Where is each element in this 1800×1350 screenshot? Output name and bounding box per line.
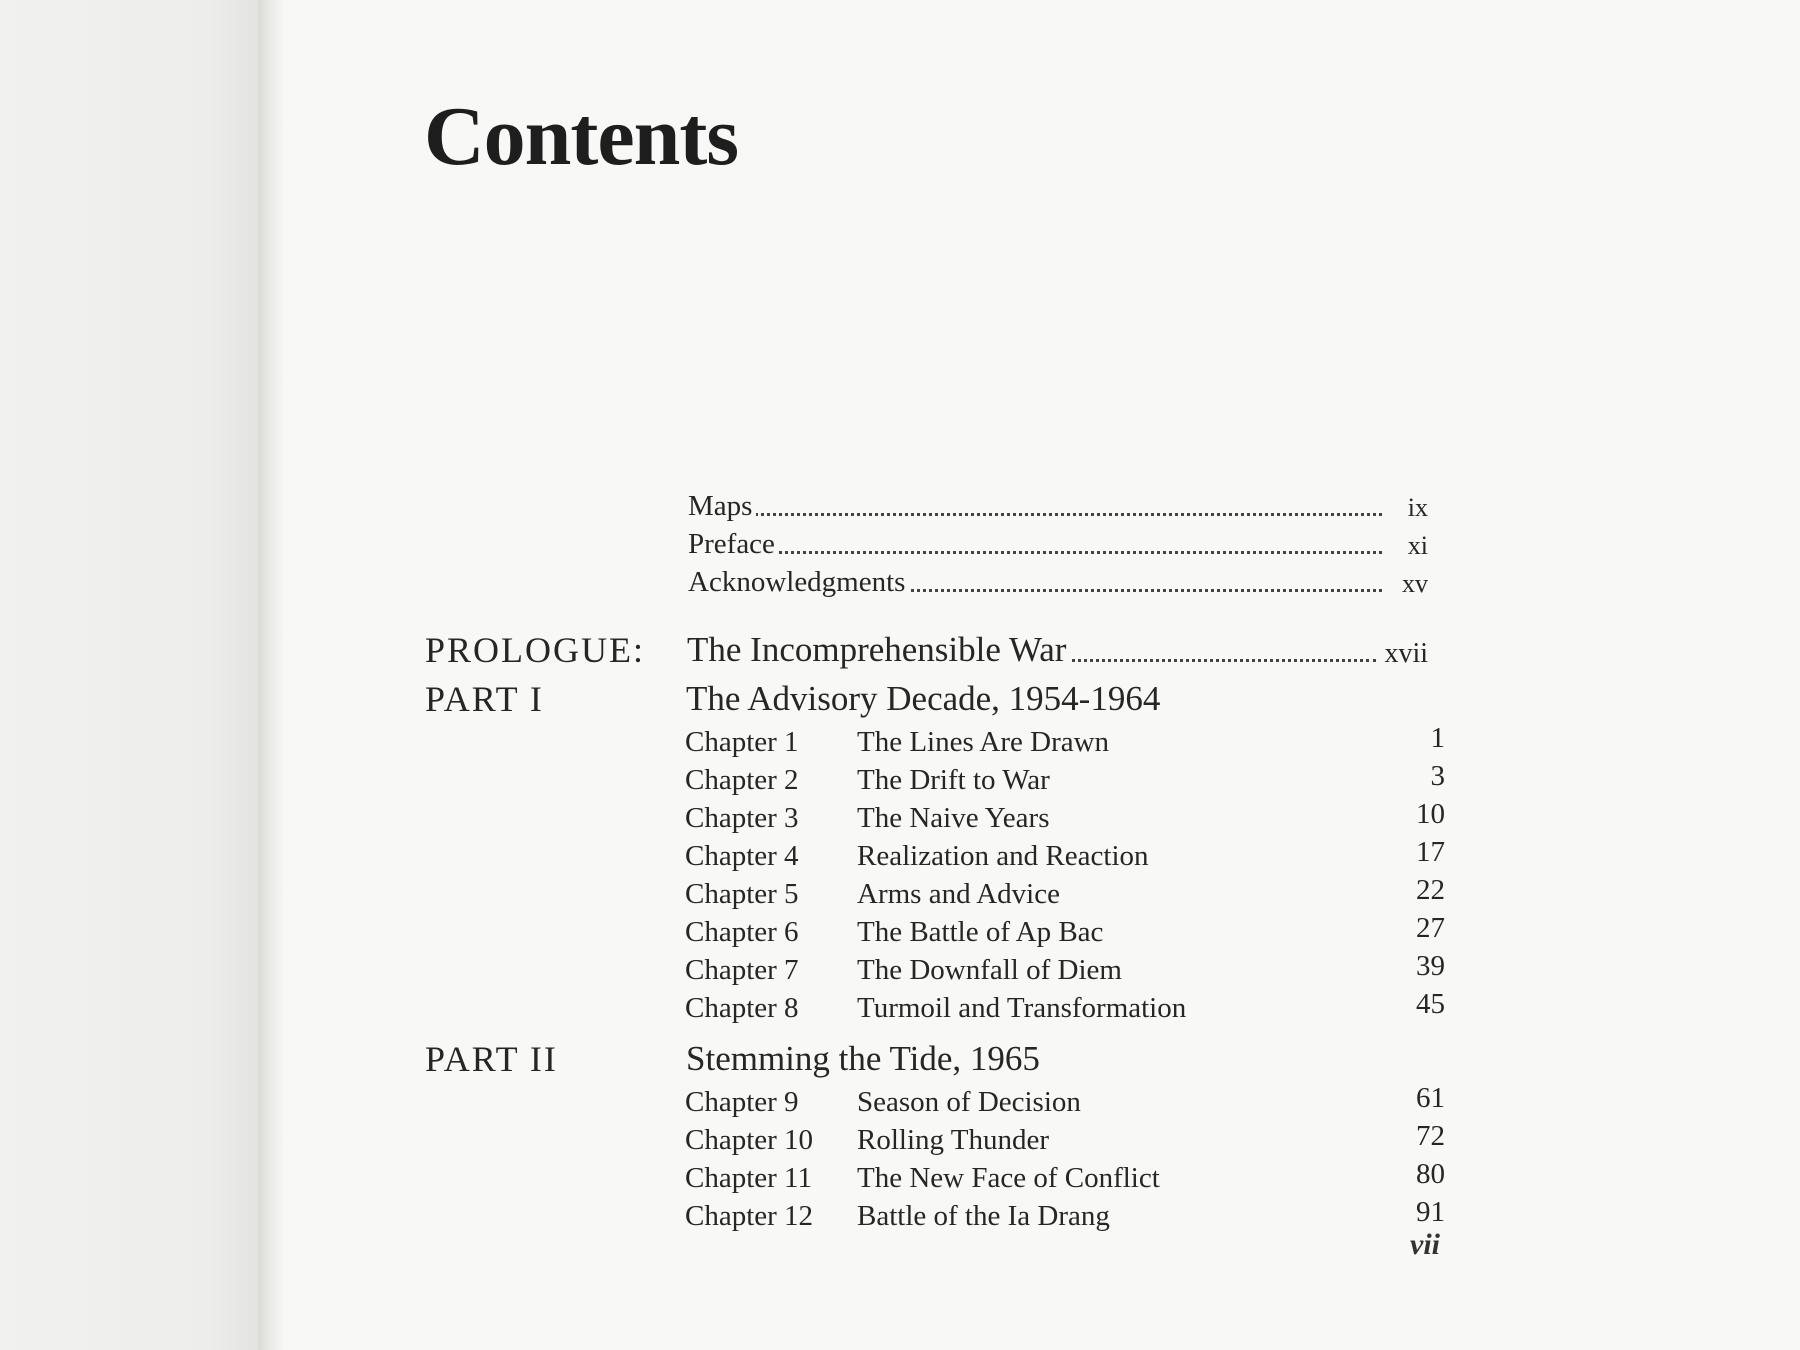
entry-label: Acknowledgments <box>688 566 909 598</box>
chapter-row[interactable] <box>685 875 1445 913</box>
chapter-number: Chapter 5 <box>685 878 799 910</box>
prologue-title-row <box>687 627 1428 673</box>
chapter-list <box>685 1083 1445 1235</box>
chapter-number: Chapter 2 <box>685 764 799 796</box>
chapter-number: Chapter 3 <box>685 802 799 834</box>
book-gutter <box>258 0 284 1350</box>
chapter-page: 22 <box>1416 874 1445 906</box>
chapter-page: 61 <box>1416 1082 1445 1114</box>
chapter-number: Chapter 7 <box>685 954 799 986</box>
page-title: Contents <box>424 90 739 183</box>
chapter-row[interactable] <box>685 1159 1445 1197</box>
chapter-page: 39 <box>1416 950 1445 982</box>
chapter-number: Chapter 12 <box>685 1200 814 1232</box>
chapter-row[interactable] <box>685 913 1445 951</box>
prologue-label: PROLOGUE: <box>425 630 646 670</box>
part-label: PART I <box>425 679 544 719</box>
front-matter-entry-acknowledgments[interactable] <box>688 563 1428 601</box>
prologue-entry[interactable] <box>425 627 1428 673</box>
chapter-page: 80 <box>1416 1158 1445 1190</box>
chapter-page: 91 <box>1416 1196 1445 1228</box>
chapter-row[interactable] <box>685 1083 1445 1121</box>
chapter-number: Chapter 10 <box>685 1124 814 1156</box>
chapter-title: The Drift to War <box>857 764 1050 796</box>
chapter-row[interactable] <box>685 1121 1445 1159</box>
chapter-row[interactable] <box>685 989 1445 1027</box>
chapter-title: Rolling Thunder <box>857 1124 1049 1156</box>
chapter-page: 1 <box>1430 722 1445 754</box>
front-matter-list <box>688 487 1428 601</box>
chapter-list <box>685 723 1445 1027</box>
dot-leader <box>688 513 1382 516</box>
entry-page: xv <box>1399 565 1428 603</box>
chapter-page: 45 <box>1416 988 1445 1020</box>
prologue-page: xvii <box>1381 631 1428 677</box>
chapter-row[interactable] <box>685 799 1445 837</box>
part-label: PART II <box>425 1039 558 1079</box>
chapter-page: 17 <box>1416 836 1445 868</box>
entry-label: Preface <box>688 528 779 560</box>
chapter-page: 72 <box>1416 1120 1445 1152</box>
chapter-title: The Naive Years <box>857 802 1050 834</box>
chapter-title: The Battle of Ap Bac <box>857 916 1104 948</box>
chapter-number: Chapter 1 <box>685 726 799 758</box>
chapter-page: 3 <box>1430 760 1445 792</box>
prologue-title: The Incomprehensible War <box>687 630 1072 669</box>
part-title[interactable]: The Advisory Decade, 1954-1964 <box>686 679 1161 718</box>
chapter-number: Chapter 8 <box>685 992 799 1024</box>
chapter-row[interactable] <box>685 1197 1445 1235</box>
chapter-row[interactable] <box>685 723 1445 761</box>
chapter-title: Arms and Advice <box>857 878 1060 910</box>
chapter-title: The Downfall of Diem <box>857 954 1122 986</box>
chapter-page: 10 <box>1416 798 1445 830</box>
chapter-page: 27 <box>1416 912 1445 944</box>
entry-page: ix <box>1405 489 1428 527</box>
page-folio: vii <box>1410 1228 1440 1261</box>
part-title[interactable]: Stemming the Tide, 1965 <box>686 1039 1040 1078</box>
chapter-row[interactable] <box>685 837 1445 875</box>
chapter-title: The New Face of Conflict <box>857 1162 1160 1194</box>
front-matter-entry-maps[interactable] <box>688 487 1428 525</box>
chapter-title: Season of Decision <box>857 1086 1081 1118</box>
chapter-number: Chapter 6 <box>685 916 799 948</box>
left-page <box>0 0 262 1350</box>
entry-label: Maps <box>688 490 756 522</box>
chapter-title: Battle of the Ia Drang <box>857 1200 1110 1232</box>
entry-page: xi <box>1405 527 1428 565</box>
dot-leader <box>688 551 1382 554</box>
chapter-number: Chapter 9 <box>685 1086 799 1118</box>
chapter-title: Turmoil and Transformation <box>857 992 1187 1024</box>
chapter-number: Chapter 11 <box>685 1162 812 1194</box>
chapter-title: Realization and Reaction <box>857 840 1149 872</box>
front-matter-entry-preface[interactable] <box>688 525 1428 563</box>
chapter-number: Chapter 4 <box>685 840 799 872</box>
chapter-title: The Lines Are Drawn <box>857 726 1110 758</box>
chapter-row[interactable] <box>685 951 1445 989</box>
chapter-row[interactable] <box>685 761 1445 799</box>
